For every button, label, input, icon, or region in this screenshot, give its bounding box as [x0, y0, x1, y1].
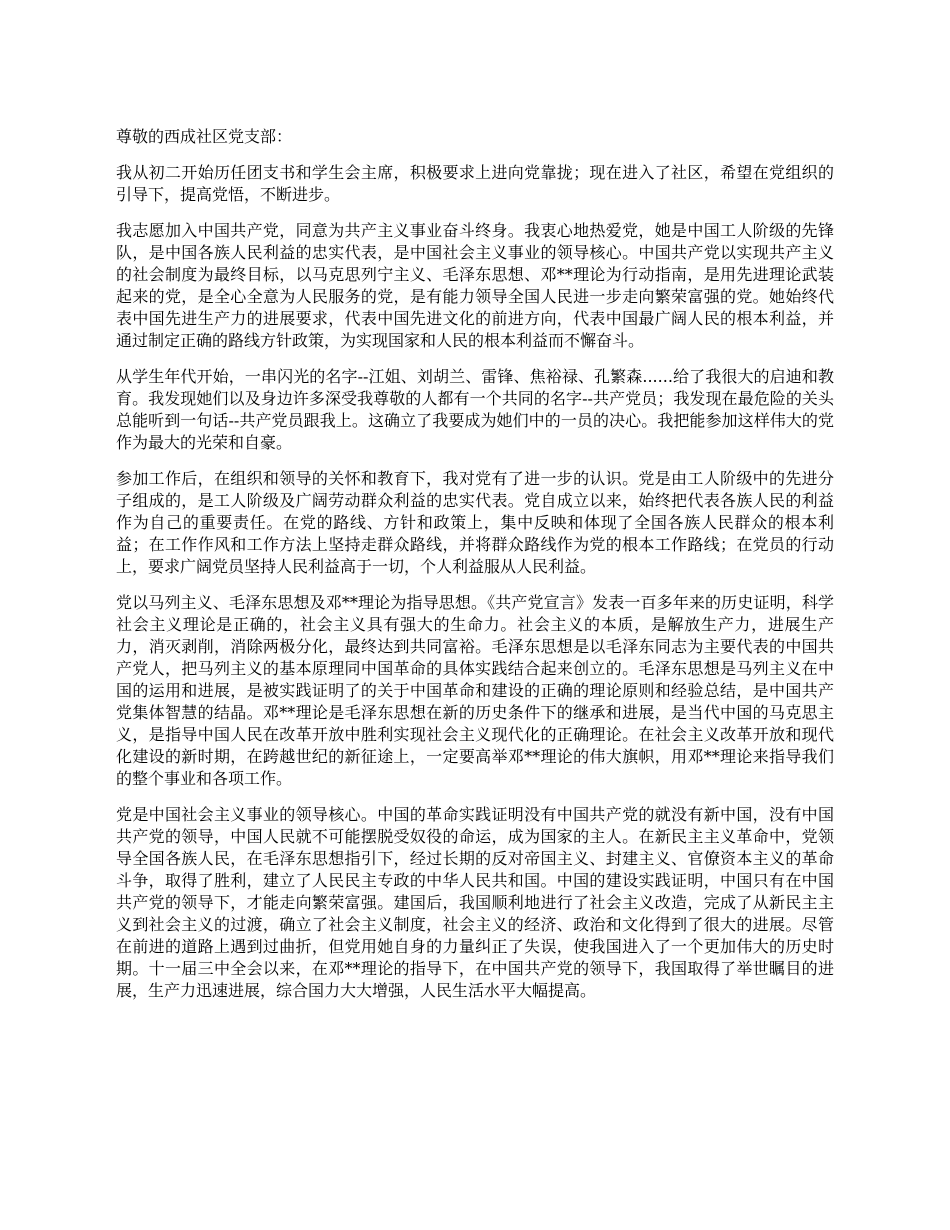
paragraph-5: 党以马列主义、毛泽东思想及邓**理论为指导思想。《共产党宣言》发表一百多年来的历史证明，科学社会主义理论是正确的，社会主义具有强大的生命力。社会主义的本质，是解放生产力，进展生产力，消灭剥削，消除两极分化，最终达到共同富裕。毛泽东思想是以毛泽东同志为主要代表的中国共产党人，把马列主义的基本原理同中国革命的具体实践结合起来创立的。毛泽东思想是马列主义在中国的运用和进展，是被实践证明了的关于中国革命和建设的正确的理论原则和经验总结，是中国共产党集体智慧的结晶。邓**理论是毛泽东思想在新的历史条件下的继承和进展，是当代中国的马克思主义，是指导中国人民在改革开放中胜利实现社会主义现代化的正确理论。在社会主义改革开放和现代化建设的新时期，在跨越世纪的新征途上，一定要高举邓**理论的伟大旗帜，用邓**理论来指导我们的整个事业和各项工作。	[116, 593, 834, 788]
salutation: 尊敬的西成社区党支部：	[116, 127, 293, 146]
paragraph-2: 我志愿加入中国共产党，同意为共产主义事业奋斗终身。我衷心地热爱党，她是中国工人阶级的先锋队，是中国各族人民利益的忠实代表，是中国社会主义事业的领导核心。中国共产党以实现共产主义的社会制度为最终目标，以马克思列宁主义、毛泽东思想、邓**理论为行动指南，是用先进理论武装起来的党，是全心全意为人民服务的党，是有能力领导全国人民进一步走向繁荣富强的党。她始终代表中国先进生产力的进展要求，代表中国先进文化的前进方向，代表中国最广阔人民的根本利益，并通过制定正确的路线方针政策，为实现国家和人民的根本利益而不懈奋斗。	[116, 221, 834, 350]
letter-body	[116, 126, 834, 1016]
paragraph-1: 我从初二开始历任团支书和学生会主席，积极要求上进向党靠拢；现在进入了社区，希望在党组织的引导下，提高党悟，不断进步。	[116, 163, 834, 204]
paragraph-3: 从学生年代开始，一串闪光的名字--江姐、刘胡兰、雷锋、焦裕禄、孔繁森......给了我很大的启迪和教育。我发现她们以及身边许多深受我尊敬的人都有一个共同的名字--共产党员；我发现在最危险的关头总能听到一句话--共产党员跟我上。这确立了我要成为她们中的一员的决心。我把能参加这样伟大的党作为最大的光荣和自豪。	[116, 367, 834, 452]
paragraph-4: 参加工作后，在组织和领导的关怀和教育下，我对党有了进一步的认识。党是由工人阶级中的先进分子组成的，是工人阶级及广阔劳动群众利益的忠实代表。党自成立以来，始终把代表各族人民的利益作为自己的重要责任。在党的路线、方针和政策上，集中反映和体现了全国各族人民群众的根本利益；在工作作风和工作方法上坚持走群众路线，并将群众路线作为党的根本工作路线；在党员的行动上，要求广阔党员坚持人民利益高于一切，个人利益服从人民利益。	[116, 469, 834, 576]
paragraph-6: 党是中国社会主义事业的领导核心。中国的革命实践证明没有中国共产党的就没有新中国，没有中国共产党的领导，中国人民就不可能摆脱受奴役的命运，成为国家的主人。在新民主主义革命中，党领导全国各族人民，在毛泽东思想指引下，经过长期的反对帝国主义、封建主义、官僚资本主义的革命斗争，取得了胜利，建立了人民民主专政的中华人民共和国。中国的建设实践证明，中国只有在中国共产党的领导下，才能走向繁荣富强。建国后，我国顺利地进行了社会主义改造，完成了从新民主主义到社会主义的过渡，确立了社会主义制度，社会主义的经济、政治和文化得到了很大的进展。尽管在前进的道路上遇到过曲折，但党用她自身的力量纠正了失误，使我国进入了一个更加伟大的历史时期。十一届三中全会以来，在邓**理论的指导下，在中国共产党的领导下，我国取得了举世瞩目的进展，生产力迅速进展，综合国力大大增强，人民生活水平大幅提高。	[116, 805, 834, 1000]
